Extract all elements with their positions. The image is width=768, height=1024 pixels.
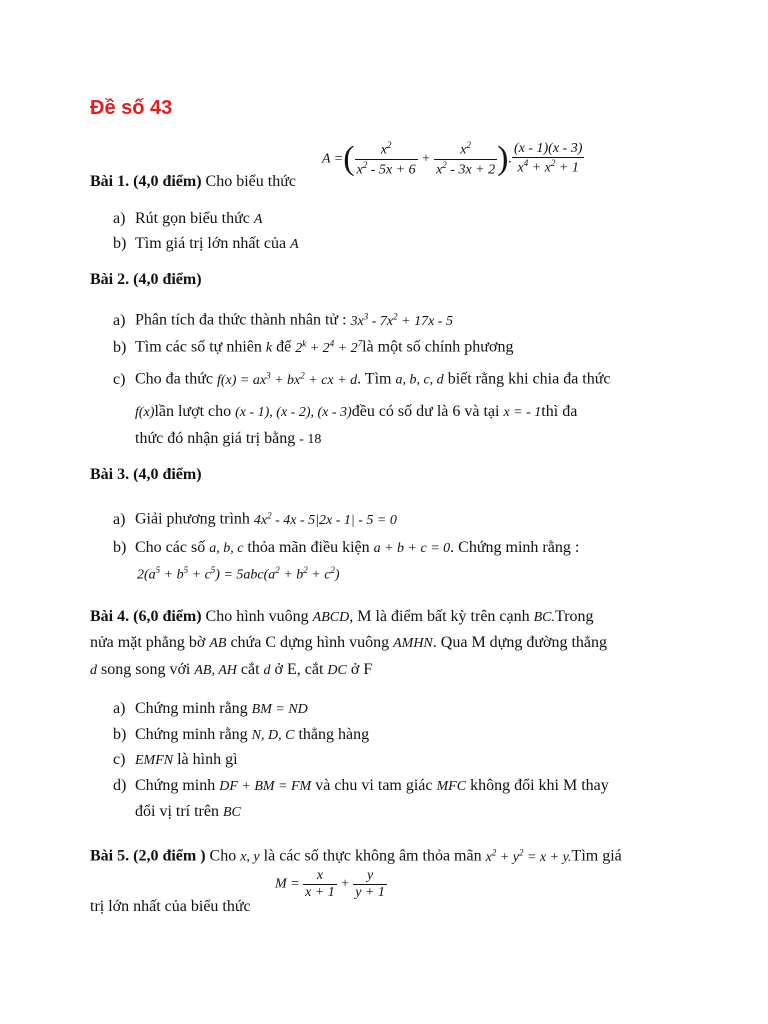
bai4-item-a: a) Chứng minh rằng BM = ND [113,700,308,717]
bai3-item-a: a) Giải phương trình $4x^2 - 4x - 5|2x - 1| - 5 = 0$ [113,510,397,528]
bai4-item-c: c) EMFN là hình gì [113,751,238,768]
bai2-heading: Bài 2. (4,0 điểm) [90,271,202,288]
page-title: Đề số 43 [90,97,173,119]
bai1-line [90,173,296,191]
bai3-identity: $2(a^5 + b^5 + c^5) = 5abc(a^2 + b^2 + c^2)$ [137,565,340,583]
bai5-line1: Bài 5. (2,0 điểm ) Cho x, y là các số thực không âm thỏa mãn $x^2 + y^2 = x$ + y.Tìm giá [90,847,622,865]
bai4-line3: d song song với AB, AH cắt d ở E, cắt DC ở F [90,661,373,678]
bai3-heading: Bài 3. (4,0 điểm) [90,466,202,483]
bai5-heading: Bài 5. (2,0 điểm ) [90,847,206,865]
bai1-text: Cho biểu thức [201,173,296,190]
bai1-formula: A =( $\frac{x^2}{x^2 - 5x + 6}$ + $\frac{x^2}{x^2 - 3x + 2}$ ). $\frac{(x - 1)(x - 3)}{x^4 + x^2 + 1}$ [322,140,583,178]
bai4-item-b: b) Chứng minh rằng N, D, C thẳng hàng [113,726,370,743]
bai1-item-a: a) Rút gọn biểu thức A [113,210,263,227]
bai2-item-c: c) Cho đa thức $f(x) = ax^3 + bx^2$ + cx + d. Tìm a, b, c, d biết rằng khi chia đa thức [113,370,611,388]
bai2-item-b: b) Tìm các số tự nhiên k để $2^k + 2^4$ + $2^7là$ một số chính phương [113,338,514,356]
bai4-heading: Bài 4. (6,0 điểm) [90,608,202,625]
bai4-item-d: d) Chứng minh DF + BM = FM và chu vi tam giác MFC không đổi khi M thay [113,777,609,794]
bai4-line1: Bài 4. (6,0 điểm) Cho hình vuông ABCD, M là điểm bất kỳ trên cạnh BC.Trong [90,608,594,625]
bai2-item-a: a) Phân tích đa thức thành nhân tử : $3x^3 - 7x^2 + 17x - 5$ [113,311,453,329]
bai1-heading: Bài 1. (4,0 điểm) [90,173,202,190]
bai2-item-c-line3: thức đó nhận giá trị bằng - 18 [135,430,322,447]
bai3-item-b: b) Cho các số a, b, c thỏa mãn điều kiện a + b + c = 0. Chứng minh rằng : [113,539,580,556]
bai4-item-d-line2: đổi vị trí trên BC [135,803,241,820]
bai5-line2: trị lớn nhất của biểu thức [90,898,251,915]
bai5-formula: M = $\frac{x}{x + 1}$ + $\frac{y}{y + 1}$ [275,868,385,900]
bai2-item-c-line2: f(x)lần lượt cho (x - 1), (x - 2), (x - 3)đều có số dư là 6 và tại x = - 1thì đa [135,403,578,420]
bai1-item-b: b) Tìm giá trị lớn nhất của A [113,235,299,252]
bai4-line2: nửa mặt phẳng bờ AB chứa C dựng hình vuông AMHN. Qua M dựng đường thẳng [90,634,608,651]
